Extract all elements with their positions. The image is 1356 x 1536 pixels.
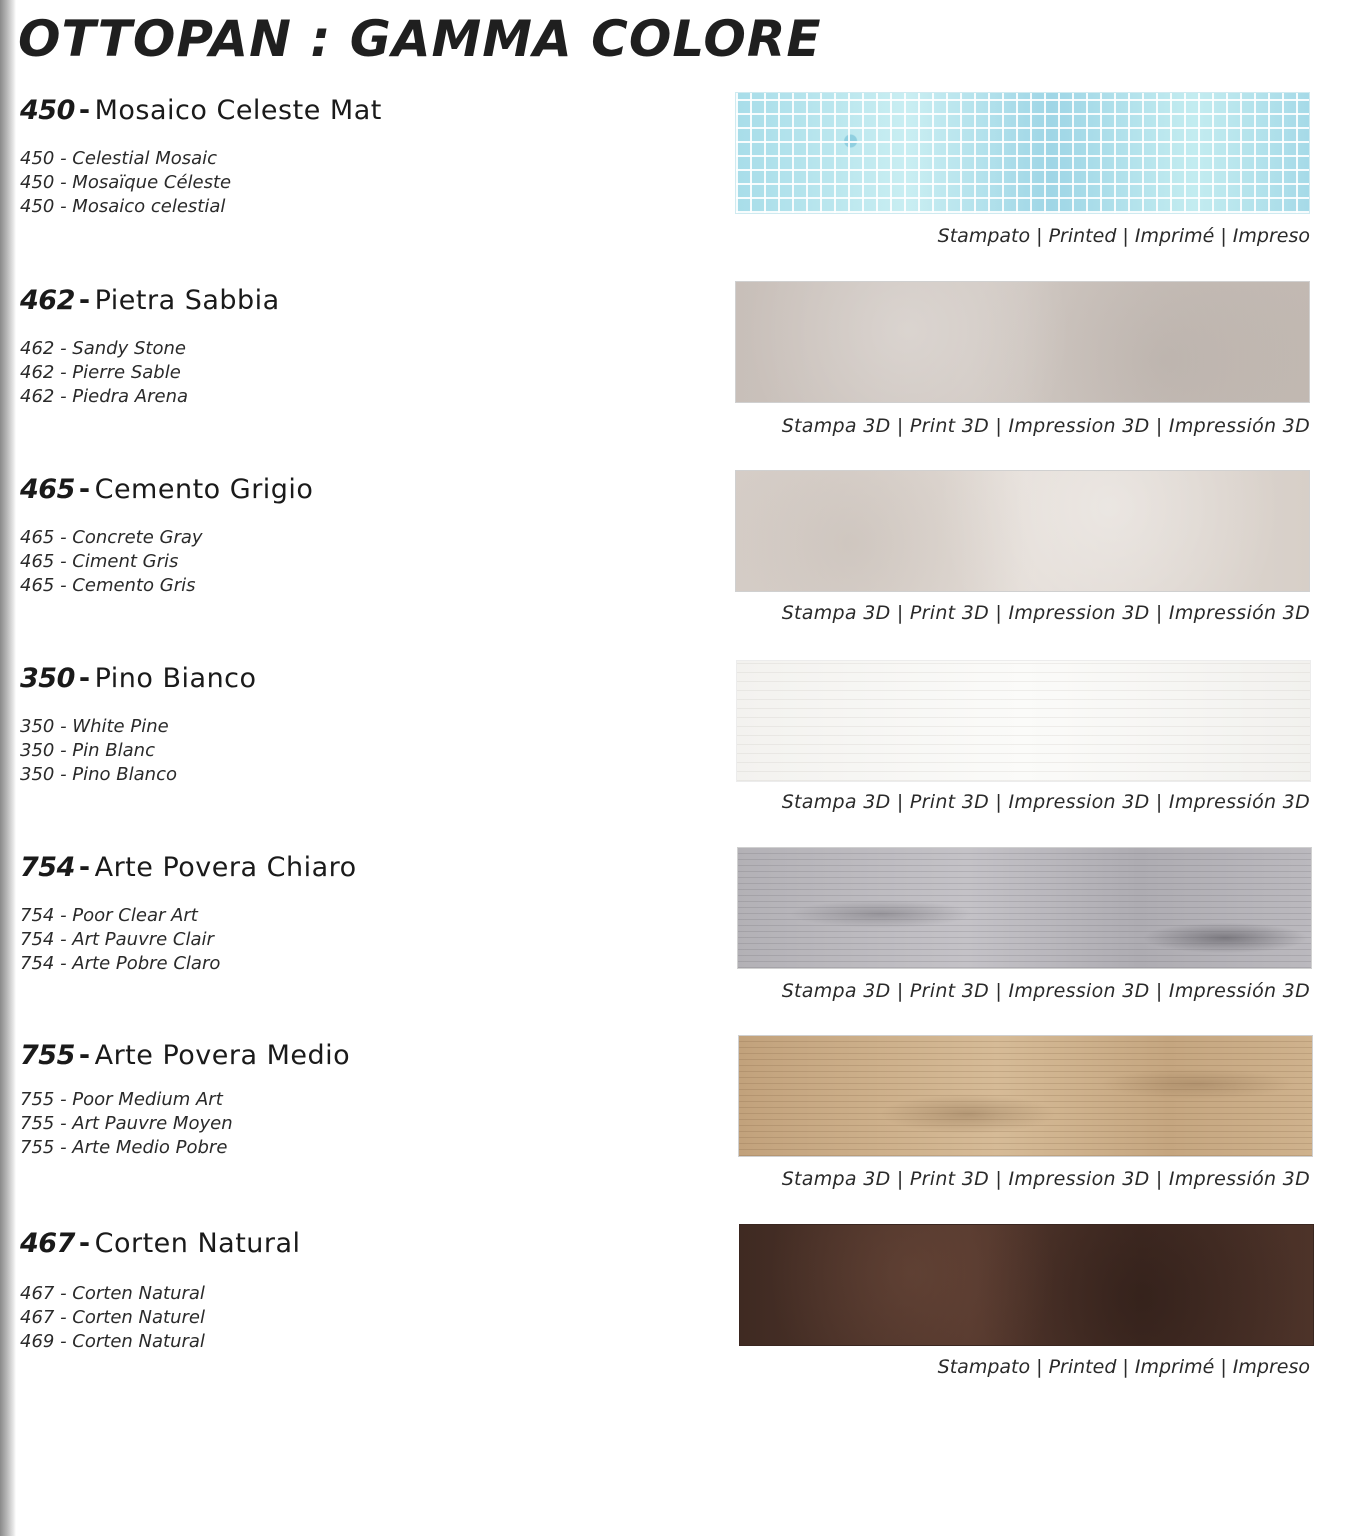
translation-list [20, 147, 231, 219]
translation-french: 462 - Pierre Sable [20, 362, 181, 383]
entry-heading [20, 1228, 301, 1259]
finish-label: Stampa 3D | Print 3D | Impression 3D | Impressión 3D [781, 980, 1310, 1002]
entry-name: Arte Povera Chiaro [94, 852, 357, 883]
translation-french: 754 - Art Pauvre Clair [20, 929, 214, 950]
entry-code: 754 [20, 852, 75, 883]
finish-label: Stampa 3D | Print 3D | Impression 3D | Impressión 3D [781, 415, 1310, 437]
color-swatch-465 [735, 470, 1310, 592]
entry-code: 450 [20, 95, 75, 126]
entry-heading [20, 663, 257, 694]
entry-name: Arte Povera Medio [94, 1040, 351, 1071]
color-swatch-467 [739, 1224, 1314, 1346]
finish-label: Stampato | Printed | Imprimé | Impreso [937, 225, 1310, 247]
translation-english: 467 - Corten Natural [20, 1283, 205, 1304]
color-entry-465 [0, 474, 1356, 664]
entry-dash: - [78, 1228, 91, 1259]
finish-label: Stampa 3D | Print 3D | Impression 3D | Impressión 3D [781, 791, 1310, 813]
color-swatch-462 [735, 281, 1310, 403]
finish-label: Stampato | Printed | Imprimé | Impreso [937, 1356, 1310, 1378]
translation-french: 450 - Mosaïque Céleste [20, 172, 232, 193]
entry-name: Cemento Grigio [94, 474, 314, 505]
entry-dash: - [78, 474, 91, 505]
translation-english: 462 - Sandy Stone [20, 338, 186, 359]
translation-list [20, 526, 203, 598]
entry-name: Pino Bianco [94, 663, 257, 694]
finish-label: Stampa 3D | Print 3D | Impression 3D | Impressión 3D [781, 1168, 1310, 1190]
color-entry-754 [0, 852, 1356, 1042]
color-entry-462 [0, 285, 1356, 475]
color-swatch-755 [738, 1035, 1313, 1157]
translation-spanish: 465 - Cemento Gris [20, 575, 196, 596]
translation-list [20, 337, 188, 409]
color-entry-450 [0, 95, 1356, 285]
entry-code: 465 [20, 474, 75, 505]
color-entry-755 [0, 1040, 1356, 1230]
entry-dash: - [78, 95, 91, 126]
entry-dash: - [78, 663, 91, 694]
translation-list [20, 715, 177, 787]
translation-spanish: 469 - Corten Natural [20, 1331, 205, 1352]
translation-french: 465 - Ciment Gris [20, 551, 179, 572]
entry-heading [20, 852, 357, 883]
translation-list [20, 1282, 205, 1354]
translation-english: 350 - White Pine [20, 716, 169, 737]
translation-french: 755 - Art Pauvre Moyen [20, 1113, 233, 1134]
entry-dash: - [78, 852, 91, 883]
translation-spanish: 350 - Pino Blanco [20, 764, 177, 785]
translation-spanish: 450 - Mosaico celestial [20, 196, 226, 217]
color-swatch-350 [736, 660, 1311, 782]
entry-heading [20, 95, 382, 126]
entry-code: 462 [20, 285, 75, 316]
translation-spanish: 755 - Arte Medio Pobre [20, 1137, 228, 1158]
entry-name: Pietra Sabbia [94, 285, 280, 316]
translation-list [20, 904, 220, 976]
translation-english: 450 - Celestial Mosaic [20, 148, 218, 169]
color-entry-350 [0, 663, 1356, 853]
entry-heading [20, 1040, 350, 1071]
entry-name: Corten Natural [94, 1228, 301, 1259]
translation-french: 350 - Pin Blanc [20, 740, 155, 761]
entry-dash: - [78, 285, 91, 316]
finish-label: Stampa 3D | Print 3D | Impression 3D | Impressión 3D [781, 602, 1310, 624]
translation-english: 465 - Concrete Gray [20, 527, 203, 548]
color-swatch-450 [735, 92, 1310, 214]
translation-list [20, 1088, 233, 1160]
translation-spanish: 754 - Arte Pobre Claro [20, 953, 221, 974]
entry-dash: - [78, 1040, 91, 1071]
entry-name: Mosaico Celeste Mat [94, 95, 382, 126]
entry-heading [20, 285, 280, 316]
translation-french: 467 - Corten Naturel [20, 1307, 205, 1328]
translation-spanish: 462 - Piedra Arena [20, 386, 189, 407]
entry-heading [20, 474, 313, 505]
color-swatch-754 [737, 847, 1312, 969]
translation-english: 755 - Poor Medium Art [20, 1089, 223, 1110]
entry-code: 467 [20, 1228, 75, 1259]
entry-code: 350 [20, 663, 75, 694]
page-title: OTTOPAN : GAMMA COLORE [18, 10, 822, 68]
translation-english: 754 - Poor Clear Art [20, 905, 198, 926]
entry-code: 755 [20, 1040, 75, 1071]
color-entry-467 [0, 1228, 1356, 1418]
